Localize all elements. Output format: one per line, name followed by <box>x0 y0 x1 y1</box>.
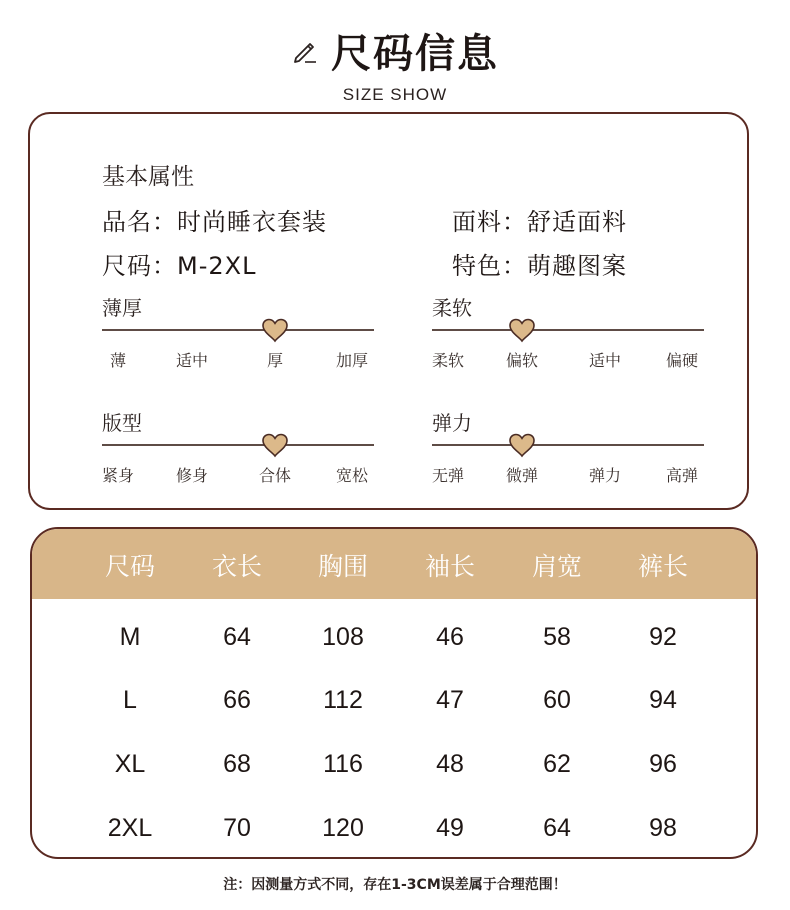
scale-tick: 偏软 <box>505 351 539 370</box>
measurement-note: 注：因测量方式不同，存在1-3CM误差属于合理范围！ <box>223 877 567 893</box>
scale-tick: 适中 <box>175 351 209 370</box>
table-header-row <box>32 529 756 599</box>
page-title: 尺码信息 <box>331 31 499 77</box>
table-cell: 94 <box>649 686 677 714</box>
scale-name: 薄厚 <box>102 296 142 320</box>
table-cell: M <box>119 623 141 651</box>
table-cell: 70 <box>223 814 251 842</box>
fabric-info: 面料：舒适面料 <box>452 208 627 236</box>
table-cell: 108 <box>322 623 364 651</box>
table-cell: 66 <box>223 686 251 714</box>
table-cell: 58 <box>543 623 571 651</box>
scale-fit <box>101 407 374 485</box>
table-cell: 46 <box>436 623 464 651</box>
scale-name: 柔软 <box>432 296 472 320</box>
title-row <box>0 22 790 79</box>
table-cell: 68 <box>223 750 251 778</box>
scale-track <box>432 329 704 331</box>
table-header-cell: 袖长 <box>424 552 476 581</box>
table-cell: 116 <box>323 750 363 778</box>
page-header <box>0 22 790 105</box>
heart-icon <box>260 317 290 343</box>
table-header-cell: 裤长 <box>637 552 689 581</box>
scale-tick: 弹力 <box>588 466 622 485</box>
table-cell: 112 <box>323 686 363 714</box>
heart-icon <box>507 317 537 343</box>
scale-tick: 柔软 <box>431 351 465 370</box>
scale-elasticity <box>431 407 704 485</box>
scale-tick: 高弹 <box>665 466 699 485</box>
table-header-cell: 胸围 <box>317 552 369 581</box>
scale-tick: 紧身 <box>101 466 135 485</box>
table-cell: 120 <box>322 814 364 842</box>
scale-track <box>102 444 374 446</box>
scale-tick: 微弹 <box>505 466 539 485</box>
table-cell: 96 <box>649 750 677 778</box>
table-cell: 47 <box>436 686 464 714</box>
scale-tick: 无弹 <box>431 466 465 485</box>
table-cell: 2XL <box>107 814 153 842</box>
page-subtitle: SIZE SHOW <box>342 85 448 104</box>
table-cell: XL <box>114 750 146 778</box>
scale-thickness <box>102 292 374 370</box>
table-cell: 92 <box>649 623 677 651</box>
scale-tick: 薄 <box>109 351 127 370</box>
scale-track <box>432 444 704 446</box>
scale-track <box>102 329 374 331</box>
table-cell: 64 <box>223 623 251 651</box>
table-cell: 48 <box>436 750 464 778</box>
pencil-icon <box>291 37 319 65</box>
table-cell: 62 <box>543 750 571 778</box>
scale-tick: 偏硬 <box>665 351 699 370</box>
scale-softness <box>431 292 704 370</box>
feature-info: 特色：萌趣图案 <box>452 252 627 280</box>
heart-icon <box>507 432 537 458</box>
scale-tick: 适中 <box>588 351 622 370</box>
table-cell: 98 <box>649 814 677 842</box>
scale-name: 版型 <box>102 411 142 435</box>
heart-icon <box>260 432 290 458</box>
product-name: 品名：时尚睡衣套装 <box>102 208 327 236</box>
scale-name: 弹力 <box>432 411 472 435</box>
table-header-cell: 衣长 <box>211 552 263 581</box>
attributes-heading: 基本属性 <box>102 164 194 190</box>
scale-tick: 厚 <box>266 351 284 370</box>
scale-tick: 合体 <box>258 466 292 485</box>
scale-tick: 修身 <box>175 466 209 485</box>
table-cell: 60 <box>543 686 571 714</box>
table-header-cell: 尺码 <box>104 552 156 581</box>
table-header-cell: 肩宽 <box>531 552 583 581</box>
table-cell: L <box>123 686 137 714</box>
size-range: 尺码：M-2XL <box>102 252 257 280</box>
size-table <box>30 527 758 859</box>
scale-tick: 宽松 <box>335 466 369 485</box>
scale-tick: 加厚 <box>335 351 369 370</box>
basic-attributes-panel <box>28 112 749 510</box>
table-cell: 49 <box>436 814 464 842</box>
table-cell: 64 <box>543 814 571 842</box>
